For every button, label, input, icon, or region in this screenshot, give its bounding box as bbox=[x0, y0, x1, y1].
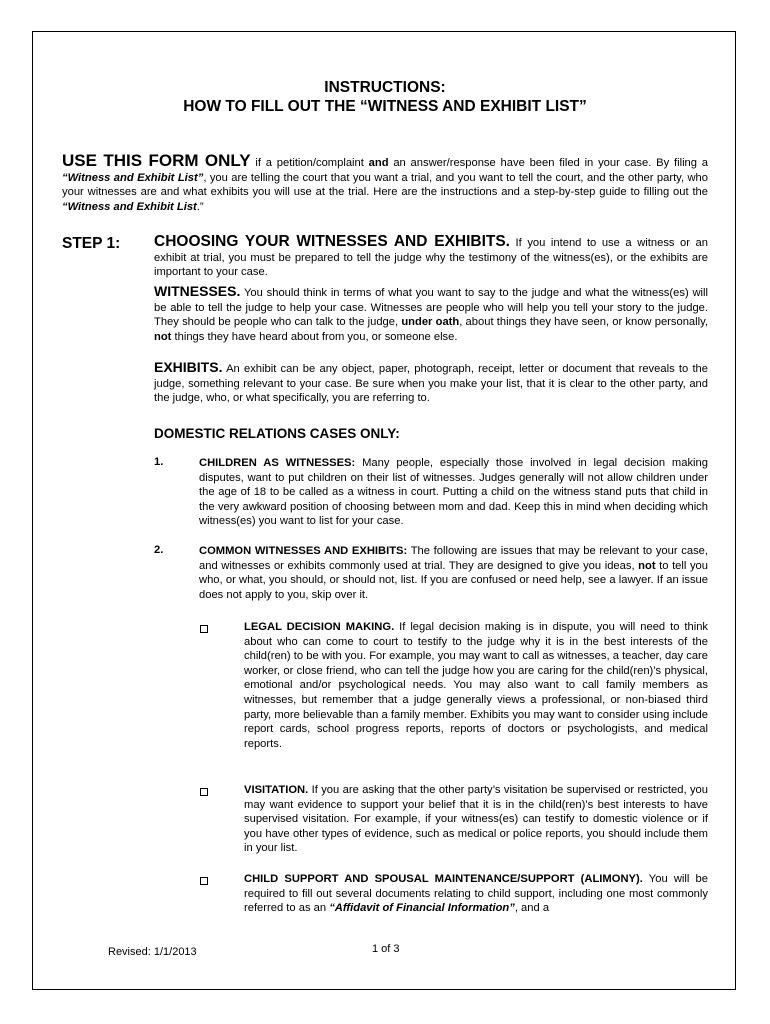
legal-paragraph: LEGAL DECISION MAKING. If legal decision making is in dispute, you will need to think about who can come to court to testify to the judge why it is in the best interests of the child(ren) to be with you. For example, you may want to call as witnesses, a teacher, day care worker, or close friend, who can tell the judge how you are caring for the child(ren)’s physical, emotional and/or psychological needs. You may also want to call family members as witnesses, but remember that a judge generally views a professional, or non-biased third party, more believable than a family member. Exhibits you may want to consider using include report cards, school progress reports, reports of doctors or psychologists, and medical reports. bbox=[244, 621, 709, 750]
item1-heading: CHILDREN AS WITNESSES: bbox=[199, 457, 356, 469]
domestic-heading: DOMESTIC RELATIONS CASES ONLY: bbox=[154, 426, 400, 441]
title-line-2: HOW TO FILL OUT THE “WITNESS AND EXHIBIT LIST” bbox=[183, 98, 587, 115]
legal-checkbox[interactable] bbox=[200, 625, 208, 633]
item1-paragraph: CHILDREN AS WITNESSES: Many people, especially those involved in legal decision making disputes, want to put children on their list of witnesses. Judges generally will not allow children under the age of 18 to be called as a witness in court. Putting a child on the witness stand puts that child in the very awkward position of choosing between mom and dad. Keep this in mind when deciding which witness(es) you want to list for your case. bbox=[199, 457, 708, 528]
step1-heading: CHOOSING YOUR WITNESSES AND EXHIBITS. bbox=[154, 233, 510, 250]
witnesses-heading: WITNESSES. bbox=[154, 283, 241, 299]
step1-paragraph: CHOOSING YOUR WITNESSES AND EXHIBITS. If you intend to use a witness or an exhibit at trial, you must be prepared to tell the judge why the testimony of the witness(es), or the exhibits are important to your case. bbox=[154, 233, 708, 279]
visitation-heading: VISITATION. bbox=[244, 784, 309, 796]
visitation-checkbox[interactable] bbox=[200, 788, 208, 796]
visitation-paragraph: VISITATION. If you are asking that the other party’s visitation be supervised or restricted, you may want evidence to support your belief that it is in the child(ren)’s best interests to have supervised visitation. For example, if your witness(es) can testify to domestic violence or if you have other types of evidence, such as medical or police reports, you should include them in your list. bbox=[244, 784, 708, 855]
intro-lead: USE THIS FORM ONLY bbox=[62, 151, 251, 170]
intro-paragraph: USE THIS FORM ONLY if a petition/complaint and an answer/response have been filed in your case. By filing a “Witness and Exhibit List”, you are telling the court that you want a trial, and you want to tell the court, and the other party, who your witnesses are and what exhibits you will use at the trial. Here are the instructions and a step-by-step guide to filling out the “Witness and Exhibit List.” bbox=[62, 151, 709, 213]
item2-heading: COMMON WITNESSES AND EXHIBITS: bbox=[199, 545, 408, 557]
legal-heading: LEGAL DECISION MAKING. bbox=[244, 621, 395, 633]
support-checkbox[interactable] bbox=[200, 877, 208, 885]
title-line-1: INSTRUCTIONS: bbox=[324, 79, 446, 96]
item1-number: 1. bbox=[154, 456, 164, 468]
item2-paragraph: COMMON WITNESSES AND EXHIBITS: The following are issues that may be relevant to your case, and witnesses or exhibits commonly used at trial. They are designed to give you ideas, not to tell you who, or what, you should, or should not, list. If you are confused or need help, see a lawyer. If an issue does not apply to you, skip over it. bbox=[199, 545, 708, 601]
page-number: 1 of 3 bbox=[372, 943, 400, 955]
exhibits-heading: EXHIBITS. bbox=[154, 359, 223, 375]
step1-label: STEP 1: bbox=[62, 235, 121, 252]
witnesses-paragraph: WITNESSES. You should think in terms of what you want to say to the judge and what the witness(es) will be able to tell the judge to help your case. Witnesses are people who will help you tell your story to the judge. They should be people who can talk to the judge, under oath, about things they have seen, or know personally, not things they have heard about from you, or someone else. bbox=[154, 283, 708, 343]
item2-number: 2. bbox=[154, 544, 164, 556]
support-heading: CHILD SUPPORT AND SPOUSAL MAINTENANCE/SUPPORT (ALIMONY). bbox=[244, 873, 643, 885]
revised-date: Revised: 1/1/2013 bbox=[108, 946, 197, 958]
support-paragraph: CHILD SUPPORT AND SPOUSAL MAINTENANCE/SUPPORT (ALIMONY). You will be required to fill out several documents relating to child support, including one most commonly referred to as an “Affidavit of Financial Information”, and a bbox=[244, 873, 709, 915]
exhibits-paragraph: EXHIBITS. An exhibit can be any object, paper, photograph, receipt, letter or document that reveals to the judge, something relevant to your case. Be sure when you make your list, that it is clear to the other party, and the judge, who, or what specifically, you are referring to. bbox=[154, 359, 708, 405]
